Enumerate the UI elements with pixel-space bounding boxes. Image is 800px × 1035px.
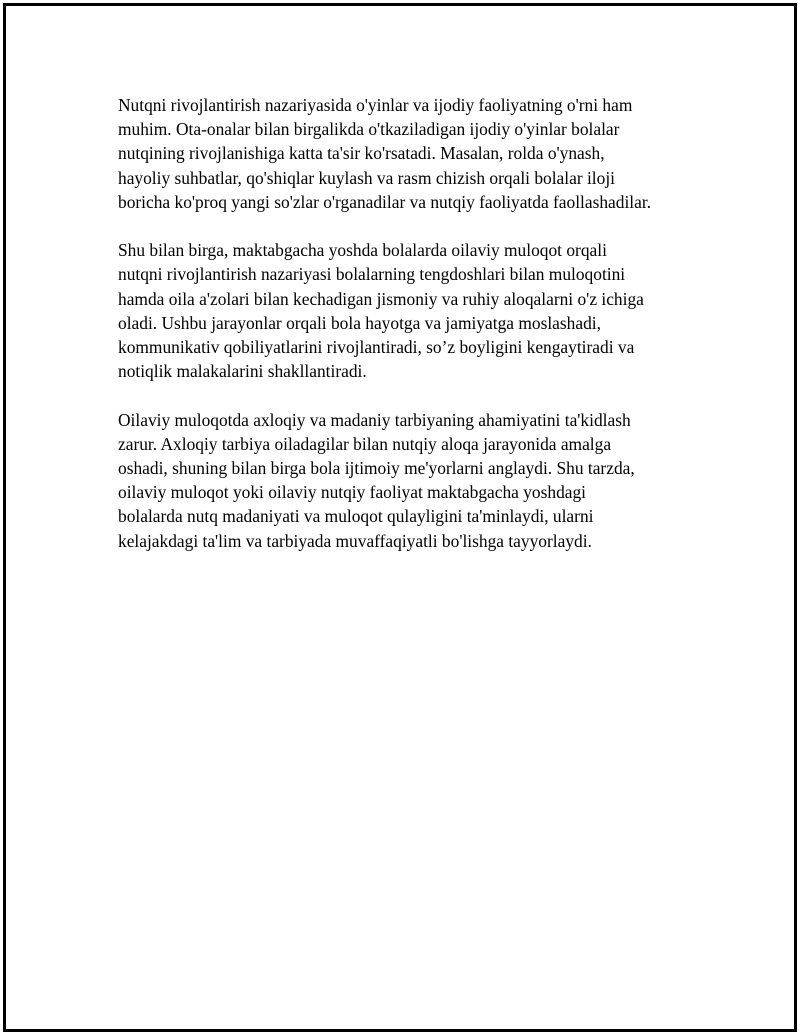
paragraph-1: Nutqni rivojlantirish nazariyasida o'yinlar va ijodiy faoliyatning o'rni ham muhim. Ota-onalar bilan birgalikda o'tkaziladigan ijodiy o'yinlar bolalar nutqining rivojlanishiga katta ta'sir ko'rsatadi. Masalan, rolda o'ynash, hayoliy suhbatlar, qo'shiqlar kuylash va rasm chizish orqali bolalar iloji boricha ko'proq yangi so'zlar o'rganadilar va nutqiy faoliyatda faollashadilar. (118, 95, 652, 212)
paragraph-3: Oilaviy muloqotda axloqiy va madaniy tarbiyaning ahamiyatini ta'kidlash zarur. Axloqiy tarbiya oiladagilar bilan nutqiy aloqa jarayonida amalga oshadi, shuning bilan birga bola ijtimoiy me'yorlarni anglaydi. Shu tarzda, oilaviy muloqot yoki oilaviy nutqiy faoliyat maktabgacha yoshdagi bolalarda nutq madaniyati va muloqot qulayligini ta'minlaydi, ularni kelajakdagi ta'lim va tarbiyada muvaffaqiyatli bo'lishga tayyorlaydi. (118, 409, 635, 551)
paragraph-2: Shu bilan birga, maktabgacha yoshda bolalarda oilaviy muloqot orqali nutqni rivojlantirish nazariyasi bolalarning tengdoshlari bilan muloqotini hamda oila a'zolari bilan kechadigan jismoniy va ruhiy aloqalarni o'z ichiga oladi. Ushbu jarayonlar orqali bola hayotga va jamiyatga moslashadi, kommunikativ qobiliyatlarini rivojlantiradi, so’z boyligini kengaytiradi va notiqlik malakalarini shakllantiradi. (118, 240, 644, 382)
document-body (118, 93, 688, 577)
